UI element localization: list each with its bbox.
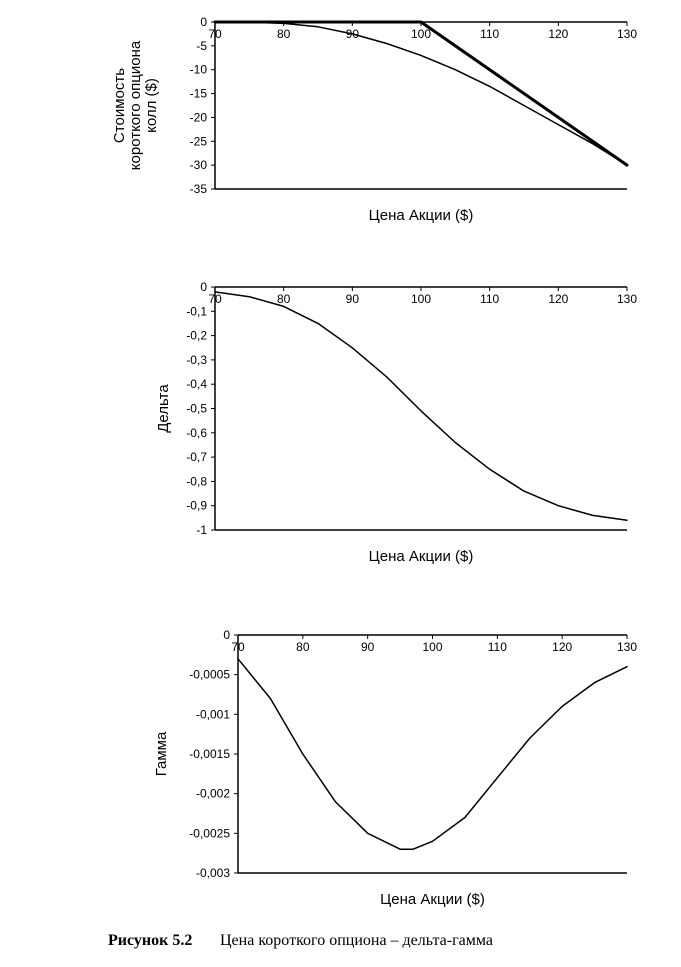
- y-tick-label: -0,2: [186, 328, 207, 343]
- x-tick-label: 130: [616, 27, 638, 41]
- y-tick-label: -5: [196, 38, 207, 53]
- y-tick-label: -0,9: [186, 498, 207, 513]
- y-tick-label: -15: [189, 86, 207, 101]
- y-tick-label: -0,001: [195, 707, 230, 722]
- x-tick-label: 70: [231, 640, 245, 654]
- y-tick-label: -0,5: [186, 401, 207, 416]
- x-axis-label: Цена Акции ($): [368, 207, 474, 224]
- y-axis-label: колл ($): [143, 78, 160, 133]
- x-tick-label: 90: [345, 292, 360, 306]
- x-tick-label: 130: [616, 292, 638, 306]
- figure-caption: [108, 932, 493, 950]
- y-tick-label: 0: [223, 628, 230, 642]
- x-tick-label: 110: [487, 640, 507, 654]
- x-tick-label: 110: [480, 27, 500, 41]
- x-tick-label: 100: [410, 292, 432, 306]
- y-tick-label: -30: [189, 158, 207, 173]
- y-tick-label: -0,4: [186, 377, 207, 392]
- y-tick-label: -0,0025: [189, 826, 230, 841]
- y-tick-label: -0,8: [186, 474, 207, 489]
- y-tick-label: -20: [189, 110, 207, 125]
- x-axis-label: Цена Акции ($): [380, 891, 485, 908]
- y-tick-label: -0,7: [186, 450, 207, 465]
- x-tick-label: 80: [276, 27, 291, 41]
- x-tick-label: 120: [552, 640, 573, 654]
- series-line-1: [215, 22, 627, 165]
- y-tick-label: 0: [200, 280, 207, 294]
- x-tick-label: 70: [208, 27, 222, 41]
- y-axis-label: Гамма: [153, 731, 170, 777]
- x-tick-label: 100: [410, 27, 432, 41]
- chart-2: [155, 280, 637, 565]
- y-tick-label: -0,0005: [189, 667, 230, 682]
- x-axis-label: Цена Акции ($): [368, 548, 474, 565]
- y-tick-label: -10: [189, 62, 207, 77]
- chart-3: [153, 628, 637, 908]
- y-tick-label: -35: [189, 182, 207, 196]
- chart-1: [111, 15, 637, 224]
- y-tick-label: -0,0015: [189, 747, 230, 761]
- series-line-1: [215, 292, 627, 520]
- x-tick-label: 120: [548, 27, 569, 41]
- y-axis-label: Дельта: [155, 384, 172, 433]
- caption-text: Цена короткого опциона – дельта-гамма: [220, 932, 493, 949]
- y-axis-label: Стоимость: [111, 67, 128, 144]
- x-tick-label: 80: [296, 640, 310, 654]
- x-tick-label: 120: [548, 292, 569, 306]
- x-tick-label: 80: [276, 292, 291, 306]
- y-axis-label: короткого опциона: [127, 40, 144, 171]
- y-tick-label: -0,003: [195, 866, 230, 880]
- y-tick-label: -1: [196, 523, 207, 537]
- x-tick-label: 90: [360, 640, 375, 654]
- x-tick-label: 100: [422, 640, 443, 654]
- series-line-1: [238, 659, 627, 849]
- y-tick-label: -0,6: [186, 425, 207, 440]
- x-tick-label: 70: [208, 292, 222, 306]
- x-tick-label: 130: [616, 640, 638, 654]
- caption-number: Рисунок 5.2: [108, 932, 193, 949]
- y-tick-label: 0: [200, 15, 207, 29]
- y-tick-label: -0,1: [186, 304, 207, 319]
- series-line-2: [215, 22, 627, 165]
- x-tick-label: 90: [345, 27, 360, 41]
- y-tick-label: -0,002: [195, 786, 230, 801]
- y-tick-label: -0,3: [186, 352, 207, 367]
- y-tick-label: -25: [189, 134, 207, 149]
- x-tick-label: 110: [480, 292, 500, 306]
